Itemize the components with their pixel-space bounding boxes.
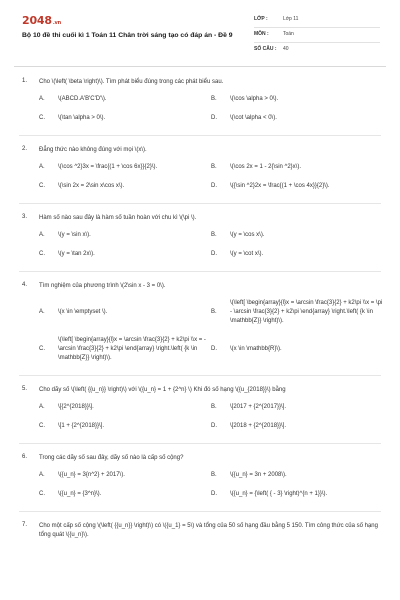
answer-option[interactable] bbox=[39, 403, 211, 412]
option-letter: D. bbox=[211, 491, 217, 497]
meta-value: Toán bbox=[283, 31, 294, 37]
answer-option[interactable] bbox=[39, 114, 211, 123]
answer-option[interactable] bbox=[211, 403, 383, 412]
question-text: Cho \(\left( \beta \right)\). Tìm phát biểu đúng trong các phát biểu sau. bbox=[39, 79, 224, 85]
meta-label: MÔN : bbox=[254, 31, 269, 37]
option-text: \[2018 + {2^{2018}}\]. bbox=[230, 423, 287, 429]
option-text: \(\sin 2x = 2\sin x\cos x\). bbox=[58, 183, 125, 189]
option-letter: A. bbox=[39, 96, 45, 102]
option-letter: C. bbox=[39, 183, 45, 189]
answer-option[interactable] bbox=[211, 336, 383, 363]
option-letter: A. bbox=[39, 472, 45, 478]
answer-option[interactable] bbox=[39, 336, 211, 363]
meta-value: 40 bbox=[283, 46, 289, 52]
answer-option[interactable] bbox=[39, 95, 211, 104]
question-number: 3. bbox=[22, 214, 28, 220]
question-list bbox=[0, 78, 400, 540]
answer-option[interactable] bbox=[39, 163, 211, 172]
answer-option[interactable] bbox=[211, 95, 383, 104]
question-divider bbox=[19, 271, 381, 272]
option-letter: B. bbox=[211, 232, 217, 238]
question-item bbox=[0, 282, 400, 373]
answer-option[interactable] bbox=[39, 422, 211, 431]
header-divider bbox=[14, 66, 386, 67]
answer-option[interactable] bbox=[211, 471, 383, 480]
option-text: \[1 + {2^{2018}}\]. bbox=[58, 423, 105, 429]
option-letter: C. bbox=[39, 251, 45, 257]
answer-options bbox=[39, 403, 382, 441]
answer-option[interactable] bbox=[39, 490, 211, 499]
answer-option[interactable] bbox=[211, 250, 383, 259]
question-text: Cho một cấp số cộng \(\left( {{u_n}} \right)\) có \({u_1} = 5\) và tổng của 50 số hạng đầu bằng 5 150. Tìm công thức của số hạng tổng quát \({u_n}\). bbox=[39, 523, 378, 538]
answer-options bbox=[39, 471, 382, 509]
question-item bbox=[0, 146, 400, 201]
option-letter: C. bbox=[39, 346, 45, 352]
option-text: \(\cos \alpha > 0\). bbox=[230, 96, 279, 102]
question-item bbox=[0, 78, 400, 133]
option-text: \(\left[ \begin{array}{l}x = \arcsin \frac{3}{2} + k2\pi \\x = - \arcsin \frac{3}{2} + k2\pi \end{array} \right.\left( {k \in \mathbb{Z}} \right)\). bbox=[58, 337, 206, 361]
exam-meta-table bbox=[254, 13, 380, 58]
question-text: Tìm nghiệm của phương trình \(2\sin x - 3 = 0\). bbox=[39, 283, 166, 289]
option-text: \(y = \cos x\). bbox=[230, 232, 265, 238]
option-text: \({\sin ^2}2x = \frac{(1 + \cos 4x}}{2}\). bbox=[230, 183, 330, 189]
option-letter: D. bbox=[211, 115, 217, 121]
question-item bbox=[0, 214, 400, 269]
exam-title: Bộ 10 đề thi cuối kì 1 Toán 11 Chân trời sáng tạo có đáp án - Đề 9 bbox=[22, 32, 233, 39]
meta-row-question-count bbox=[254, 43, 380, 58]
option-text: \(\tan \alpha > 0\). bbox=[58, 115, 106, 121]
answer-options bbox=[39, 95, 382, 133]
option-letter: A. bbox=[39, 404, 45, 410]
question-text: Hàm số nào sau đây là hàm số tuần hoàn với chu kì \(\pi \). bbox=[39, 215, 197, 221]
question-text: Đẳng thức nào không đúng với mọi \(x\). bbox=[39, 147, 147, 153]
question-number: 5. bbox=[22, 386, 28, 392]
answer-options bbox=[39, 163, 382, 201]
option-text: \(\cos ^2}3x = \frac{(1 + \cos 6x}}{2}\). bbox=[58, 164, 158, 170]
option-text: \({u_n} = {3^n}\). bbox=[58, 491, 102, 497]
question-divider bbox=[19, 443, 381, 444]
question-number: 4. bbox=[22, 282, 28, 288]
meta-label: SỐ CÂU : bbox=[254, 46, 277, 52]
logo-text: 2048 bbox=[22, 14, 52, 27]
question-text: Trong các dãy số sau đây, dãy số nào là cấp số cộng? bbox=[39, 455, 184, 461]
meta-value: Lớp 11 bbox=[283, 16, 299, 22]
option-text: \({u_n} = 3{n^2} + 2017\). bbox=[58, 472, 125, 478]
meta-label: LỚP : bbox=[254, 16, 268, 22]
answer-option[interactable] bbox=[39, 471, 211, 480]
option-text: \[{2^{2018}}\]. bbox=[58, 404, 94, 410]
option-text: \(ABCD.A'B'C'D'\). bbox=[58, 96, 107, 102]
option-text: \(\cot \alpha < 0\). bbox=[230, 115, 277, 121]
option-text: \(x \in \emptyset \). bbox=[58, 309, 108, 315]
meta-row-subject bbox=[254, 28, 380, 43]
answer-option[interactable] bbox=[39, 182, 211, 191]
option-letter: A. bbox=[39, 232, 45, 238]
question-divider bbox=[19, 375, 381, 376]
answer-option[interactable] bbox=[211, 299, 383, 326]
option-letter: B. bbox=[211, 96, 217, 102]
option-text: \(\cos 2x = 1 - 2{\sin ^2}x\). bbox=[230, 164, 302, 170]
question-text: Cho dãy số \(\left( {{u_n}} \right)\) với \({u_n} = 1 + {2^n} \) Khi đó số hạng \({u_{2018}}\) bằng bbox=[39, 387, 286, 393]
question-divider bbox=[19, 135, 381, 136]
question-item bbox=[0, 386, 400, 441]
question-divider bbox=[19, 203, 381, 204]
option-text: \(y = \sin x\). bbox=[58, 232, 91, 238]
option-text: \(y = \tan 2x\). bbox=[58, 251, 95, 257]
option-letter: B. bbox=[211, 164, 217, 170]
meta-row-class bbox=[254, 13, 380, 28]
option-text: \({u_n} = {\left( { - 3} \right)^{n + 1}}\). bbox=[230, 491, 328, 497]
answer-options bbox=[39, 299, 382, 373]
option-text: \[2017 + {2^{2017}}\]. bbox=[230, 404, 287, 410]
question-item bbox=[0, 454, 400, 509]
option-letter: B. bbox=[211, 404, 217, 410]
exam-header bbox=[0, 0, 400, 62]
option-letter: C. bbox=[39, 115, 45, 121]
option-text: \(\left[ \begin{array}{l}x = \arcsin \frac{3}{2} + k2\pi \\x = \pi - \arcsin \frac{3}{2} + k2\pi \end{array} \right.\left( {k \in \mathbb{Z}} \right)\). bbox=[230, 300, 383, 324]
option-letter: B. bbox=[211, 309, 217, 315]
site-logo[interactable] bbox=[22, 14, 61, 27]
option-letter: B. bbox=[211, 472, 217, 478]
option-text: \(x \in \mathbb{R}\). bbox=[230, 346, 282, 352]
option-letter: C. bbox=[39, 491, 45, 497]
answer-options bbox=[39, 231, 382, 269]
option-letter: A. bbox=[39, 309, 45, 315]
question-divider bbox=[19, 511, 381, 512]
answer-option[interactable] bbox=[211, 490, 383, 499]
answer-option[interactable] bbox=[211, 114, 383, 123]
question-number: 2. bbox=[22, 146, 28, 152]
answer-option[interactable] bbox=[39, 231, 211, 240]
answer-option[interactable] bbox=[211, 231, 383, 240]
option-letter: D. bbox=[211, 346, 217, 352]
question-item bbox=[0, 522, 400, 540]
answer-option[interactable] bbox=[39, 250, 211, 259]
question-number: 1. bbox=[22, 78, 28, 84]
option-letter: D. bbox=[211, 423, 217, 429]
option-letter: A. bbox=[39, 164, 45, 170]
answer-option[interactable] bbox=[211, 182, 383, 191]
option-text: \(y = \cot x\). bbox=[230, 251, 264, 257]
answer-option[interactable] bbox=[39, 299, 211, 326]
question-number: 7. bbox=[22, 522, 28, 528]
option-text: \({u_n} = 3n + 2008\). bbox=[230, 472, 287, 478]
logo-suffix: .vn bbox=[52, 20, 61, 26]
answer-option[interactable] bbox=[211, 422, 383, 431]
option-letter: D. bbox=[211, 183, 217, 189]
option-letter: D. bbox=[211, 251, 217, 257]
question-number: 6. bbox=[22, 454, 28, 460]
option-letter: C. bbox=[39, 423, 45, 429]
answer-option[interactable] bbox=[211, 163, 383, 172]
